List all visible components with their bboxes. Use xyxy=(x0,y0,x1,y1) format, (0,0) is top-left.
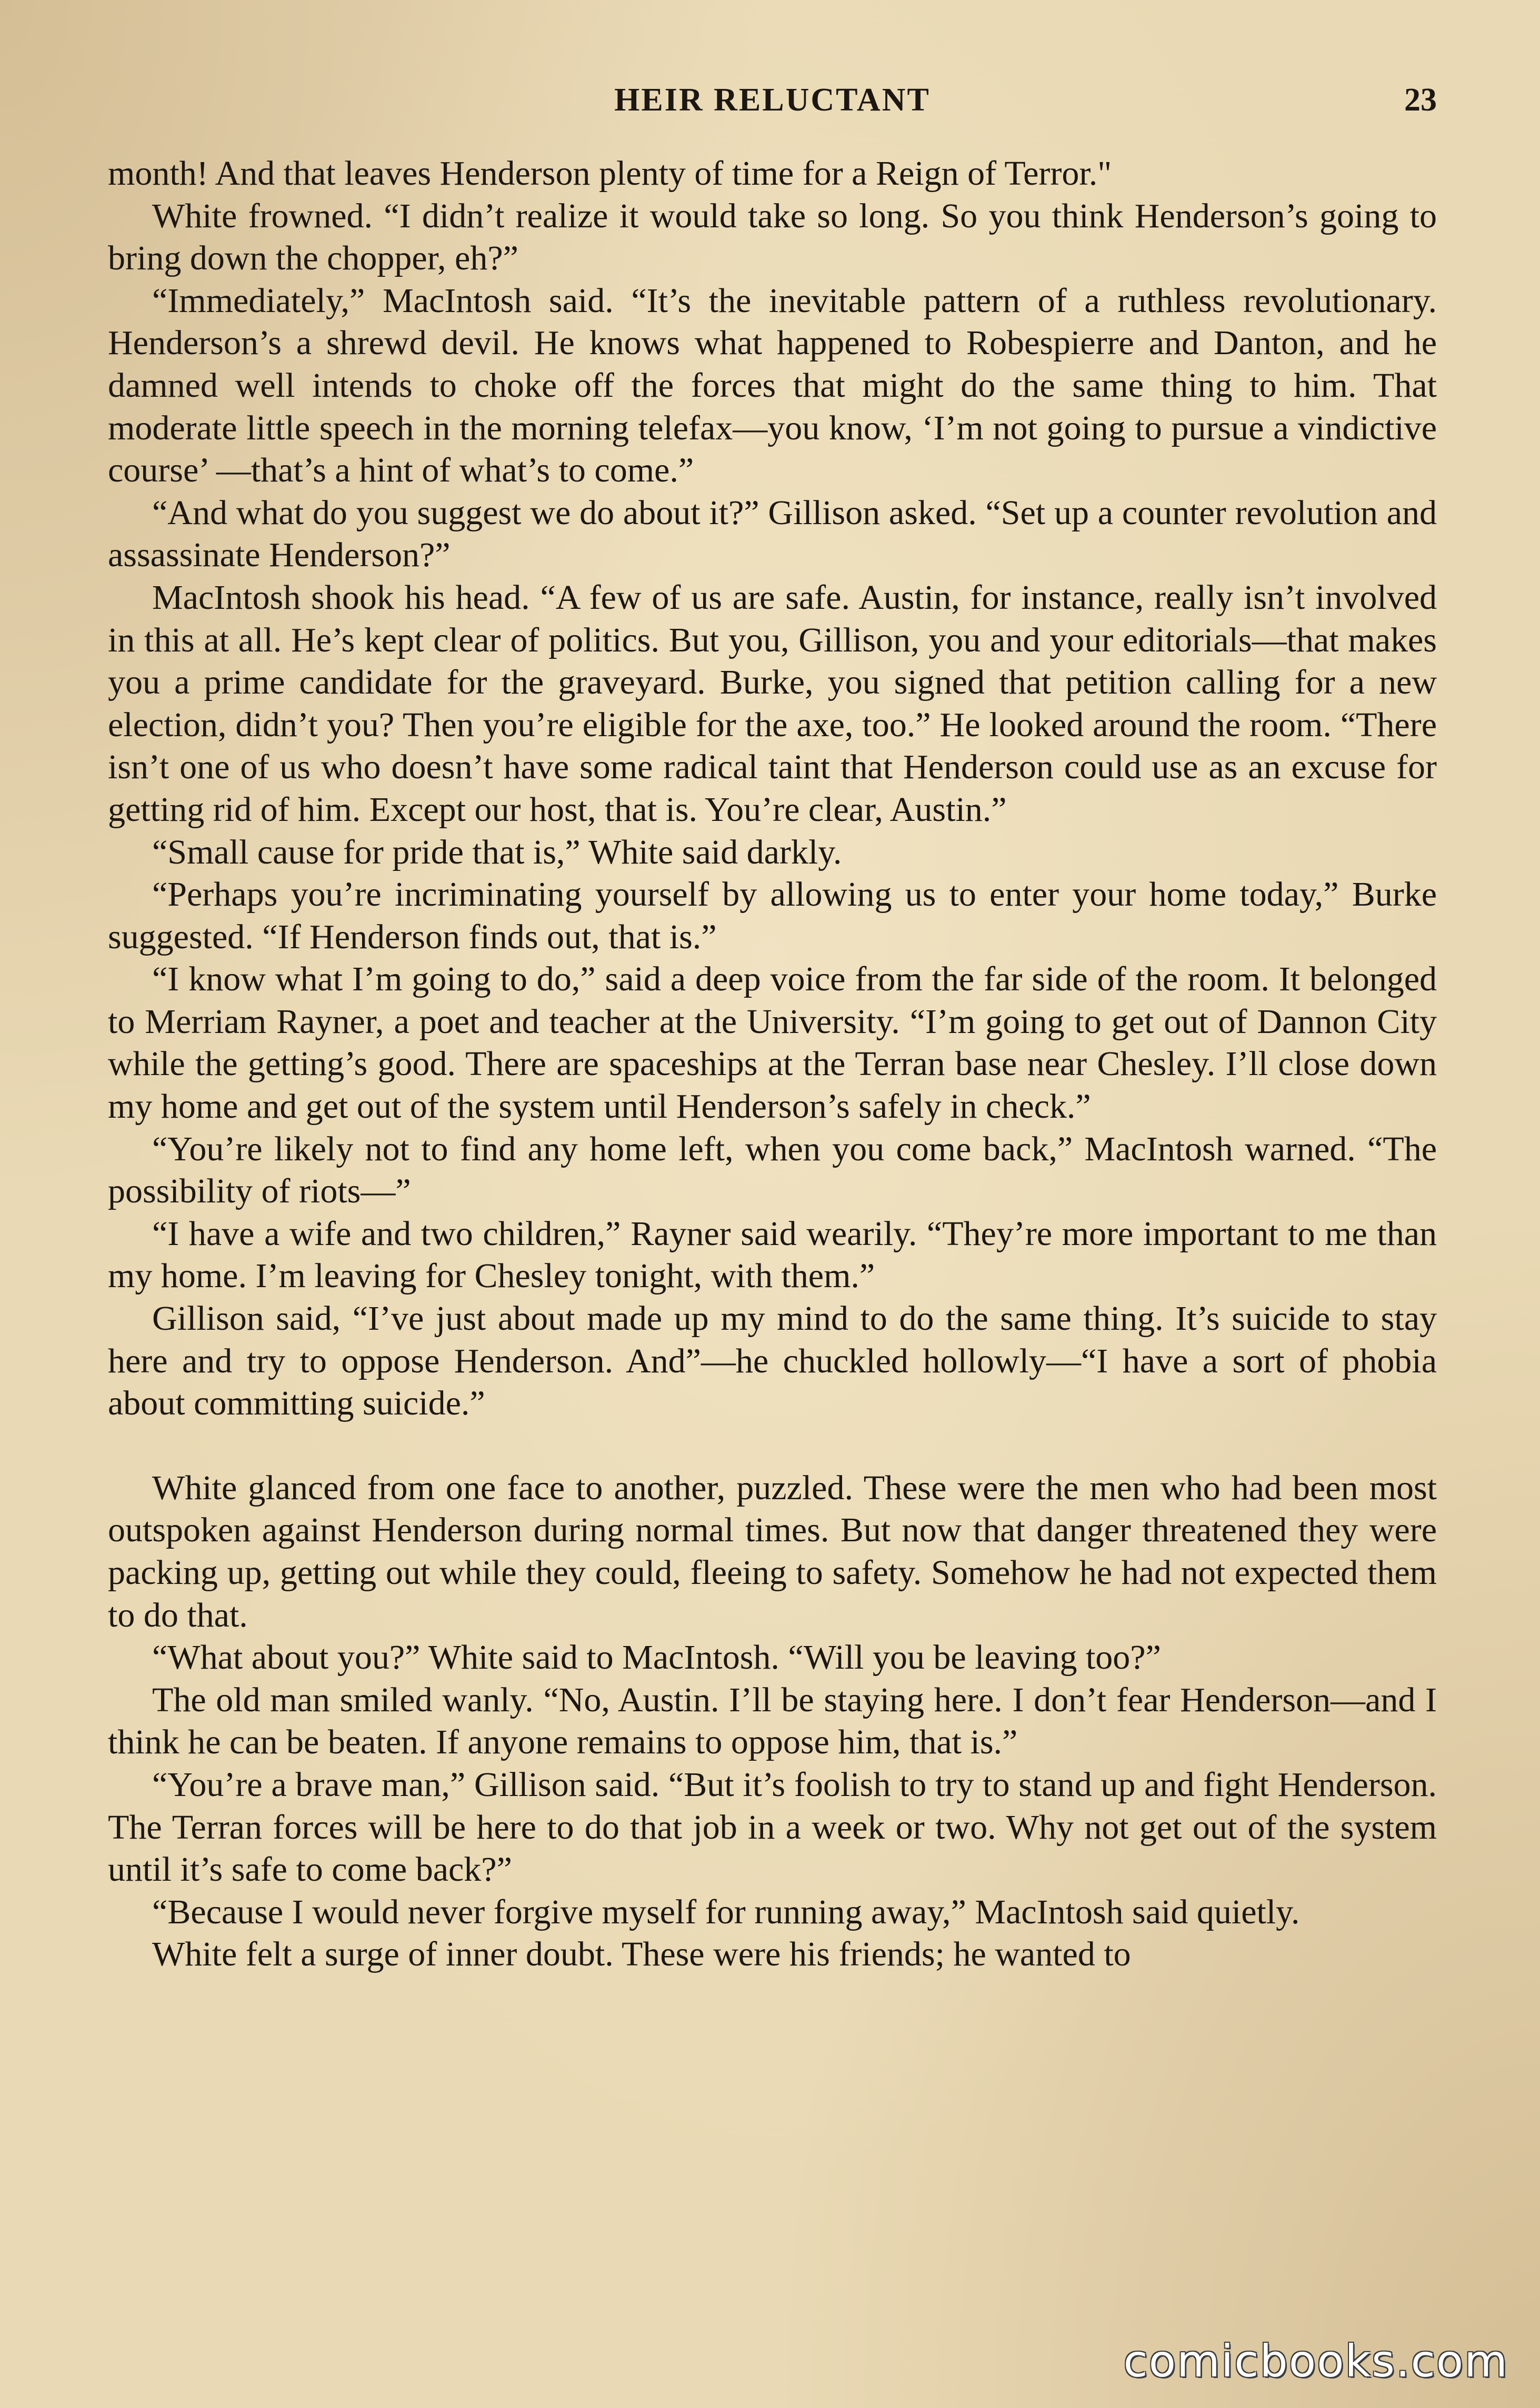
paragraph-7: “Perhaps you’re incriminating yourself by allowing us to enter your home today,” Burke suggested. “If Henderson finds out, that is.” xyxy=(108,875,1437,956)
paragraph-6: “Small cause for pride that is,” White said darkly. xyxy=(152,832,842,871)
paragraph-9: “You’re likely not to find any home left, when you come back,” MacIntosh warned. “The possibility of riots—” xyxy=(108,1129,1437,1211)
paragraph-4: “And what do you suggest we do about it?” Gillison asked. “Set up a counter revolution and assassinate Henderson?” xyxy=(108,493,1437,575)
paragraph-12: White glanced from one face to another, puzzled. These were the men who had been most outspoken against Henderson during normal times. But now that danger threatened they were packing up, getting out while they could, fleeing to safety. Somehow he had not expected them to do that. xyxy=(108,1468,1437,1634)
paragraph-14: The old man smiled wanly. “No, Austin. I’ll be staying here. I don’t fear Henderson—and I think he can be beaten. If anyone remains to oppose him, that is.” xyxy=(108,1680,1437,1762)
running-head xyxy=(108,79,1437,121)
paragraph-15: “You’re a brave man,” Gillison said. “But it’s foolish to try to stand up and fight Henderson. The Terran forces will be here to do that job in a week or two. Why not get out of the system until it’s safe to come back?” xyxy=(108,1765,1437,1889)
page-number: 23 xyxy=(1404,82,1437,118)
paragraph-11: Gillison said, “I’ve just about made up my mind to do the same thing. It’s suicide to stay here and try to oppose Henderson. And”—he chuckled hollowly—“I have a sort of phobia about committing suicide.” xyxy=(108,1299,1437,1423)
site-watermark: comicbooks.com xyxy=(1123,2335,1508,2387)
paragraph-5: MacIntosh shook his head. “A few of us are safe. Austin, for instance, really isn’t involved in this at all. He’s kept clear of politics. But you, Gillison, you and your editorials—that makes you a prime candidate for the graveyard. Burke, you signed that petition calling for a new election, didn’t you? Then you’re eligible for the axe, too.” He looked around the room. “There isn’t one of us who doesn’t have some radical taint that Henderson could use as an excuse for getting rid of him. Except our host, that is. You’re clear, Austin.” xyxy=(108,578,1437,829)
paragraph-13: “What about you?” White said to MacIntosh. “Will you be leaving too?” xyxy=(152,1638,1161,1677)
paragraph-16: “Because I would never forgive myself for running away,” MacIntosh said quietly. xyxy=(152,1892,1300,1931)
paragraph-1: month! And that leaves Henderson plenty of time for a Reign of Terror." xyxy=(108,154,1112,193)
running-title: HEIR RELUCTANT xyxy=(614,82,931,118)
paragraph-10: “I have a wife and two children,” Rayner said wearily. “They’re more important to me than my home. I’m leaving for Chesley tonight, with them.” xyxy=(108,1214,1437,1296)
body-text xyxy=(108,153,1437,1976)
paragraph-2: White frowned. “I didn’t realize it would take so long. So you think Henderson’s going to bring down the chopper, eh?” xyxy=(108,196,1437,278)
paragraph-3: “Immediately,” MacIntosh said. “It’s the inevitable pattern of a ruthless revolutionary. Henderson’s a shrewd devil. He knows what happened to Robespierre and Danton, and he damned well intends to choke off the forces that might do the same thing to him. That moderate little speech in the morning telefax—you know, ‘I’m not going to pursue a vindictive course’ —that’s a hint of what’s to come.” xyxy=(108,281,1437,490)
paragraph-8: “I know what I’m going to do,” said a deep voice from the far side of the room. It belonged to Merriam Rayner, a poet and teacher at the University. “I’m going to get out of Dannon City while the getting’s good. There are spaceships at the Terran base near Chesley. I’ll close down my home and get out of the system until Henderson’s safely in check.” xyxy=(108,960,1437,1126)
paragraph-17: White felt a surge of inner doubt. These were his friends; he wanted to xyxy=(152,1935,1131,1974)
section-break xyxy=(108,1425,1437,1467)
